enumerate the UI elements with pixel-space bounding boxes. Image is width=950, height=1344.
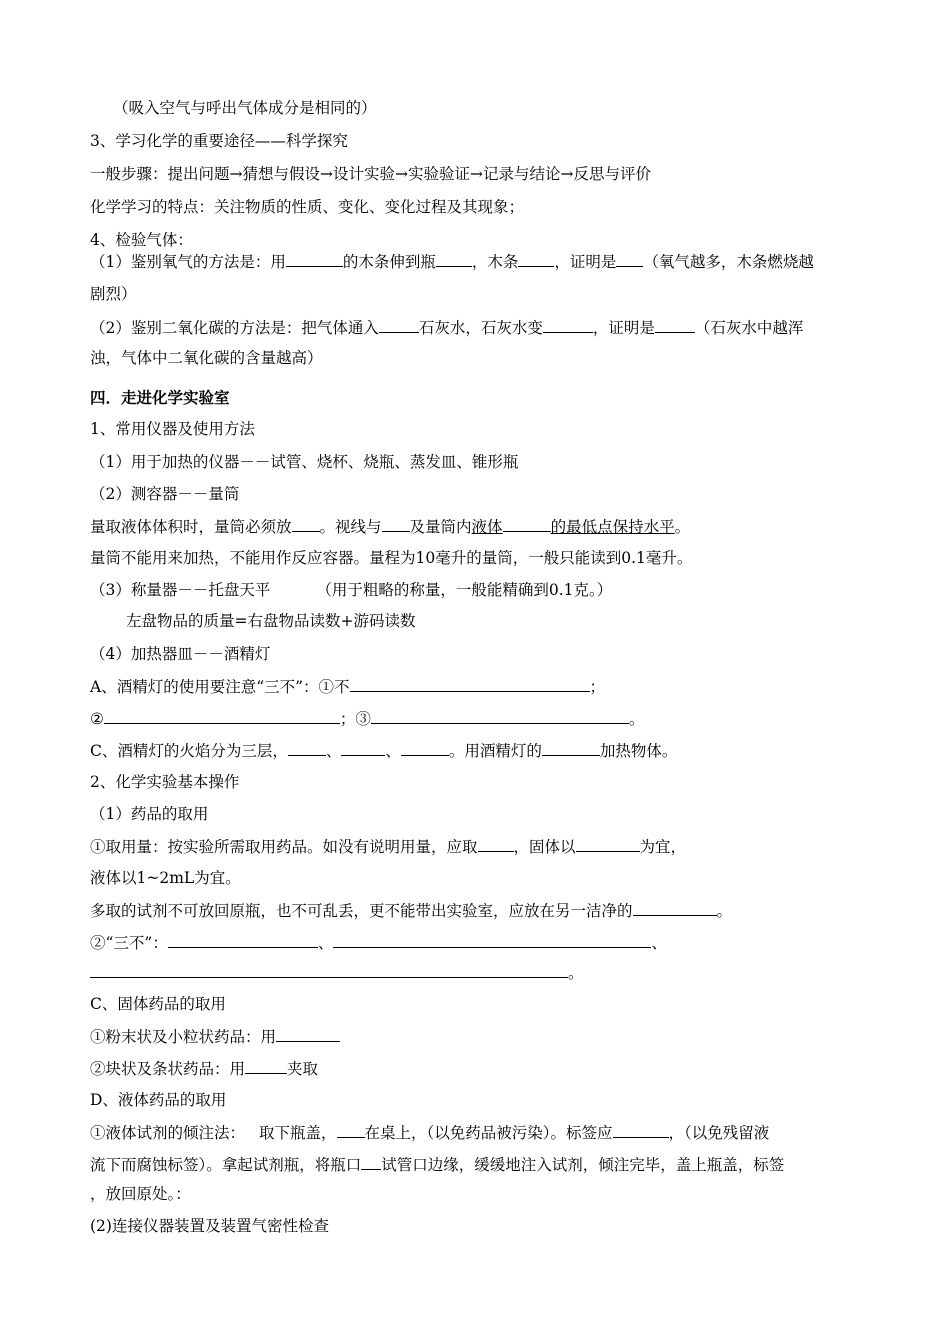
- text-line: 量筒不能用来加热，不能用作反应容器。量程为10毫升的量筒，一般只能读到0.1毫升。: [90, 549, 693, 567]
- answer-blank[interactable]: [542, 740, 600, 756]
- text-line: ②“三不”： 、 、: [90, 934, 667, 952]
- text-line: 剧烈）: [90, 285, 137, 303]
- text-line: 流下而腐蚀标签）。拿起试剂瓶，将瓶口 试管口边缘，缓缓地注入试剂，倾注完毕，盖上瓶盖，标签: [90, 1156, 785, 1174]
- answer-blank[interactable]: [371, 708, 629, 724]
- answer-blank[interactable]: [382, 516, 410, 532]
- section-heading: (2)连接仪器装置及装置气密性检查: [90, 1217, 329, 1235]
- section-heading: 3、学习化学的重要途径——科学探究: [90, 132, 348, 150]
- answer-blank[interactable]: [616, 251, 643, 267]
- answer-blank[interactable]: [543, 317, 593, 333]
- text-line: ②块状及条状药品：用 夹取: [90, 1060, 319, 1078]
- answer-blank[interactable]: [245, 1058, 287, 1074]
- text-line: 一般步骤：提出问题→猜想与假设→设计实验→实验验证→记录与结论→反思与评价: [90, 165, 651, 183]
- answer-blank[interactable]: [333, 932, 651, 948]
- answer-blank[interactable]: [379, 317, 419, 333]
- text-line: C、酒精灯的火焰分为三层， 、 、 。用酒精灯的 加热物体。: [90, 742, 678, 760]
- section-heading: C、固体药品的取用: [90, 995, 226, 1013]
- text-line: A、酒精灯的使用要注意“三不”：①不 ；: [90, 678, 606, 696]
- answer-blank[interactable]: [613, 1122, 669, 1138]
- text-line: ①粉末状及小粒状药品：用: [90, 1026, 340, 1047]
- text-line: 。: [90, 962, 584, 983]
- text-line: ② ；③ 。: [90, 710, 645, 728]
- answer-blank[interactable]: [337, 1122, 365, 1138]
- text-line: （1）鉴别氧气的方法是：用 的木条伸到瓶 ，木条 ，证明是 （氧气越多，木条燃烧越: [90, 253, 814, 271]
- answer-blank[interactable]: [633, 900, 717, 916]
- answer-blank[interactable]: [576, 836, 640, 852]
- answer-blank[interactable]: [436, 251, 472, 267]
- text-line: （4）加热器皿－－酒精灯: [90, 645, 271, 663]
- section-heading: D、液体药品的取用: [90, 1091, 227, 1109]
- answer-blank[interactable]: [90, 962, 568, 978]
- text-line: （3）称量器－－托盘天平 （用于粗略的称量，一般能精确到0.1克。）: [90, 581, 613, 599]
- answer-blank[interactable]: [350, 676, 590, 692]
- answer-blank[interactable]: [286, 251, 343, 267]
- answer-blank[interactable]: [655, 317, 695, 333]
- text-line: 浊，气体中二氧化碳的含量越高）: [90, 349, 323, 367]
- section-heading: 4、检验气体：: [90, 231, 193, 249]
- answer-blank[interactable]: [276, 1026, 340, 1042]
- text-line: 液体以1~2mL为宜。: [90, 869, 241, 887]
- text-line: 量取液体体积时，量筒必须放 。视线与 及量筒内液体 的最低点保持水平。: [90, 518, 691, 536]
- text-line: （2）测容器－－量筒: [90, 485, 240, 503]
- answer-blank[interactable]: [288, 740, 326, 756]
- chapter-heading: 四．走进化学实验室: [90, 389, 230, 407]
- section-heading: 1、常用仪器及使用方法: [90, 420, 255, 438]
- text-line: ，放回原处。：: [90, 1185, 191, 1203]
- answer-blank[interactable]: [341, 740, 385, 756]
- answer-blank[interactable]: [104, 708, 340, 724]
- answer-blank[interactable]: [401, 740, 449, 756]
- text-line: （1）药品的取用: [90, 805, 209, 823]
- text-line: （1）用于加热的仪器－－试管、烧杯、烧瓶、蒸发皿、锥形瓶: [90, 453, 519, 471]
- answer-blank[interactable]: [292, 516, 320, 532]
- answer-blank[interactable]: [503, 516, 551, 532]
- answer-blank[interactable]: [168, 932, 318, 948]
- text-line: ①液体试剂的倾注法： 取下瓶盖， 在桌上，（以免药品被污染）。标签应 ，（以免残留液: [90, 1124, 770, 1142]
- answer-blank[interactable]: [518, 251, 554, 267]
- text-line: ①取用量：按实验所需取用药品。如没有说明用量，应取 ，固体以 为宜，: [90, 838, 687, 856]
- answer-blank[interactable]: [478, 836, 514, 852]
- text-line: 化学学习的特点：关注物质的性质、变化、变化过程及其现象；: [90, 198, 525, 216]
- section-heading: 2、化学实验基本操作: [90, 773, 240, 791]
- text-line: 多取的试剂不可放回原瓶，也不可乱丢，更不能带出实验室，应放在另一洁净的 。: [90, 902, 733, 920]
- text-line: （2）鉴别二氧化碳的方法是：把气体通入 石灰水，石灰水变 ，证明是 （石灰水中越浑: [90, 319, 804, 337]
- text-line: 左盘物品的质量=右盘物品读数+游码读数: [126, 612, 416, 630]
- answer-blank[interactable]: [361, 1154, 381, 1170]
- text-line: （吸入空气与呼出气体成分是相同的）: [113, 99, 377, 117]
